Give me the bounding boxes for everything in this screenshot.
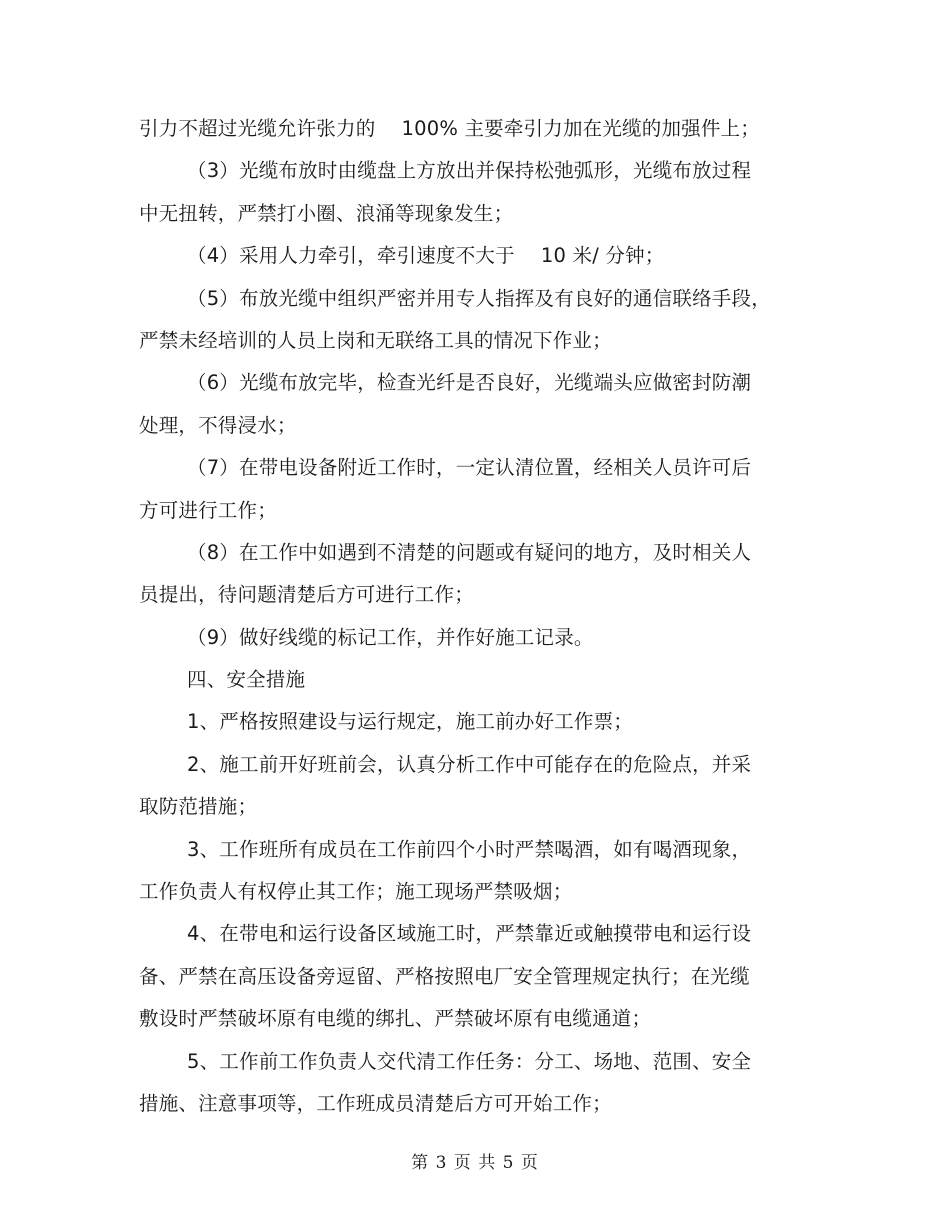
text-line: 4、在带电和运行设备区域施工时，严禁靠近或触摸带电和运行设 bbox=[187, 922, 752, 946]
text-line: 2、施工前开好班前会，认真分析工作中可能存在的危险点，并采 bbox=[187, 752, 752, 776]
text-line: 敷设时严禁破坏原有电缆的绑扎、严禁破坏原有电缆通道； bbox=[139, 1007, 652, 1031]
text-line: 1、严格按照建设与运行规定，施工前办好工作票； bbox=[187, 710, 634, 734]
text-line: 工作负责人有权停止其工作；施工现场严禁吸烟； bbox=[139, 880, 573, 904]
text-line: 措施、注意事项等，工作班成员清楚后方可开始工作； bbox=[139, 1091, 612, 1115]
text-line: 5、工作前工作负责人交代清工作任务：分工、场地、范围、安全 bbox=[187, 1049, 752, 1073]
document-body bbox=[139, 108, 779, 1125]
text-line: （7）在带电设备附近工作时，一定认清位置，经相关人员许可后 bbox=[187, 456, 752, 480]
text-line: 引力不超过光缆允许张力的 100% 主要牵引力加在光缆的加强件上； bbox=[139, 117, 760, 140]
text-line: （9）做好线缆的标记工作，并作好施工记录。 bbox=[187, 625, 594, 649]
text-line: 处理，不得浸水； bbox=[139, 413, 297, 437]
text-line: 员提出，待问题清楚后方可进行工作； bbox=[139, 583, 474, 607]
text-line: 备、严禁在高压设备旁逗留、严格按照电厂安全管理规定执行；在光缆 bbox=[139, 964, 750, 988]
text-line: 3、工作班所有成员在工作前四个小时严禁喝酒，如有喝酒现象， bbox=[187, 837, 752, 861]
text-line: 严禁未经培训的人员上岗和无联络工具的情况下作业； bbox=[139, 328, 612, 352]
text-line: 四、安全措施 bbox=[187, 668, 306, 692]
text-line: （4）采用人力牵引，牵引速度不大于 10 米/ 分钟； bbox=[187, 244, 665, 268]
text-line: （3）光缆布放时由缆盘上方放出并保持松弛弧形，光缆布放过程 bbox=[187, 159, 752, 183]
text-line: （6）光缆布放完毕，检查光纤是否良好，光缆端头应做密封防潮 bbox=[187, 371, 752, 395]
page-footer: 第 3 页 共 5 页 bbox=[411, 1153, 539, 1173]
text-line: （5）布放光缆中组织严密并用专人指挥及有良好的通信联络手段， bbox=[187, 286, 771, 310]
text-line: 方可进行工作； bbox=[139, 498, 277, 522]
text-line: 取防范措施； bbox=[139, 795, 258, 819]
text-line: 中无扭转，严禁打小圈、浪涌等现象发生； bbox=[139, 201, 514, 225]
text-line: （8）在工作中如遇到不清楚的问题或有疑问的地方，及时相关人 bbox=[187, 540, 752, 564]
